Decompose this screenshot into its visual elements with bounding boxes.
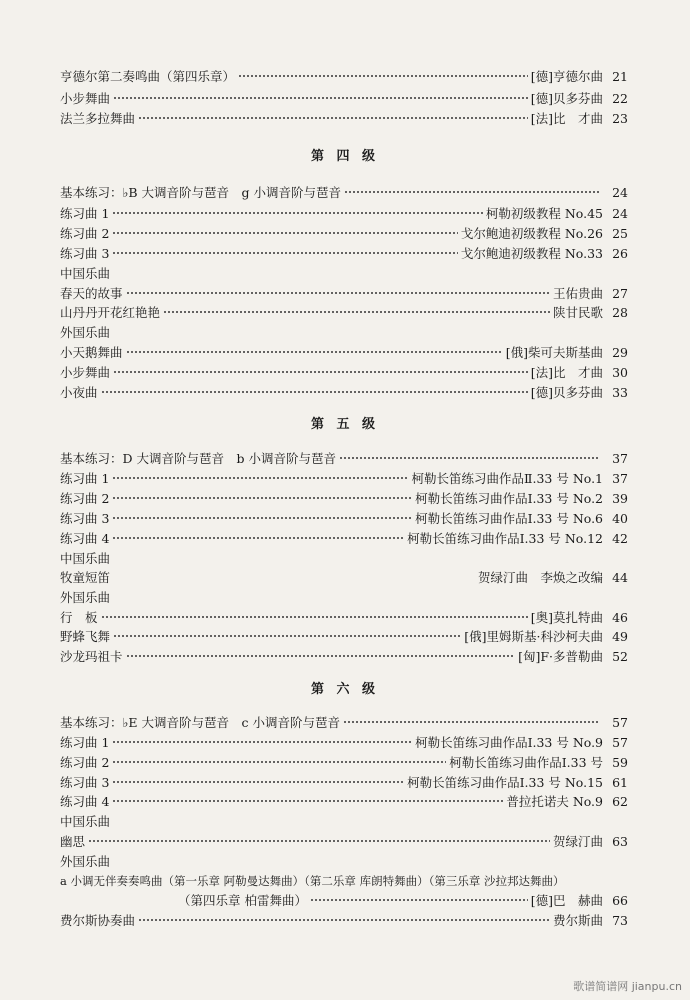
- toc-entry: [60, 626, 628, 646]
- entry-title: （第四乐章 柏雷舞曲）: [178, 893, 307, 908]
- entry-page: 57: [612, 714, 628, 730]
- entry-source: [德]巴 赫曲: [530, 893, 603, 908]
- leader-dots: [88, 840, 550, 842]
- level-heading: 第 四 级: [310, 149, 380, 164]
- entry-title: 练习曲 1: [60, 471, 110, 486]
- entry-title: 小天鹅舞曲: [60, 345, 123, 360]
- entry-page: 40: [612, 510, 628, 526]
- entry-page: 52: [612, 648, 628, 664]
- entry-page: 30: [612, 364, 628, 380]
- entry-page: 66: [612, 892, 628, 908]
- entry-page: 23: [612, 110, 628, 126]
- entry-source: 柯勒长笛练习曲作品Ⅰ.33 号 No.15: [407, 775, 603, 790]
- entry-title: 练习曲 1: [60, 735, 110, 750]
- entry-page: 27: [612, 285, 628, 301]
- leader-dots: [112, 741, 412, 743]
- toc-entry: [60, 488, 628, 508]
- toc-entry: [60, 607, 628, 627]
- entry-title: 法兰多拉舞曲: [60, 111, 136, 126]
- leader-dots: [343, 721, 600, 723]
- toc-entry: [60, 752, 628, 772]
- entry-source: [德]贝多芬曲: [530, 385, 603, 400]
- entry-source: [奥]莫扎特曲: [530, 610, 603, 625]
- category-label: [60, 548, 628, 568]
- entry-title: a 小调无伴奏奏鸣曲（第一乐章 阿勒曼达舞曲）（第二乐章 库朗特舞曲）（第三乐章 沙拉邦达舞曲）: [60, 874, 565, 888]
- entry-page: 44: [612, 569, 628, 585]
- leader-dots: [238, 75, 528, 77]
- toc-entry: [60, 243, 628, 263]
- leader-dots: [101, 616, 528, 618]
- leader-dots: [112, 781, 404, 783]
- entry-title: 练习曲 2: [60, 491, 110, 506]
- leader-dots: [112, 212, 482, 214]
- toc-entry: [60, 712, 628, 732]
- entry-title: 春天的故事: [60, 286, 123, 301]
- entry-title: 牧童短笛: [60, 570, 111, 585]
- entry-page: 37: [612, 470, 628, 486]
- entry-source: 柯勒长笛练习曲作品Ⅱ.33 号 No.1: [411, 471, 603, 486]
- entry-page: 29: [612, 344, 628, 360]
- entry-title: 小步舞曲: [60, 365, 111, 380]
- toc-entry: [60, 108, 628, 128]
- entry-source: 贺绿汀曲 李焕之改编: [477, 570, 603, 585]
- entry-title: 练习曲 2: [60, 755, 110, 770]
- entry-source: 柯勒长笛练习曲作品Ⅰ.33 号 No.6: [415, 511, 603, 526]
- toc-entry: [60, 732, 628, 752]
- leader-dots: [112, 537, 404, 539]
- entry-title: 外国乐曲: [60, 590, 111, 605]
- toc-entry: [60, 223, 628, 243]
- entry-page: 25: [612, 225, 628, 241]
- level-heading: 第 六 级: [310, 682, 380, 697]
- entry-page: 24: [612, 205, 628, 221]
- entry-title: 练习曲 3: [60, 775, 110, 790]
- toc-entry: [60, 831, 628, 851]
- entry-source: [法]比 才曲: [530, 365, 603, 380]
- category-label: [60, 322, 628, 342]
- category-label: [60, 851, 628, 871]
- entry-title: 沙龙玛祖卡: [60, 649, 123, 664]
- toc-entry: [60, 362, 628, 382]
- entry-page: 33: [612, 384, 628, 400]
- entry-title: 幽思: [60, 834, 86, 849]
- entry-page: 42: [612, 530, 628, 546]
- entry-source: 柯勒长笛练习曲作品Ⅰ.33 号 No.2: [415, 491, 603, 506]
- entry-source: 柯勒长笛练习曲作品Ⅰ.33 号 No.12: [407, 531, 603, 546]
- entry-page: 24: [612, 184, 628, 200]
- entry-title: 亨德尔第二奏鸣曲（第四乐章）: [60, 69, 236, 84]
- toc-entry: [60, 283, 628, 303]
- leader-dots: [126, 351, 503, 353]
- entry-title: 野蜂飞舞: [60, 629, 111, 644]
- entry-title: 外国乐曲: [60, 854, 111, 869]
- entry-source: [匈]F·多普勒曲: [518, 649, 603, 664]
- toc-entry: [60, 302, 628, 322]
- entry-title: 中国乐曲: [60, 551, 111, 566]
- toc-entry: [178, 890, 628, 910]
- leader-dots: [138, 117, 528, 119]
- entry-page: 46: [612, 609, 628, 625]
- entry-source: [德]亨德尔曲: [530, 69, 603, 84]
- level-heading: 第 五 级: [310, 417, 380, 432]
- entry-page: 21: [612, 68, 628, 84]
- toc-entry: [60, 772, 628, 792]
- entry-source: 柯勒长笛练习曲作品Ⅰ.33 号 No.9: [415, 735, 603, 750]
- entry-source: 戈尔鲍迪初级教程 No.26: [460, 226, 603, 241]
- toc-entry: [60, 203, 628, 223]
- entry-page: 63: [612, 833, 628, 849]
- entry-page: 37: [612, 450, 628, 466]
- entry-title: 练习曲 2: [60, 226, 110, 241]
- category-label: [60, 811, 628, 831]
- toc-entry: [60, 88, 628, 108]
- entry-source: [俄]柴可夫斯基曲: [505, 345, 603, 360]
- entry-title: 山丹丹开花红艳艳: [60, 305, 161, 320]
- entry-source: [法]比 才曲: [530, 111, 603, 126]
- entry-title: 小步舞曲: [60, 91, 111, 106]
- toc-entry: [60, 567, 628, 587]
- entry-title: 基本练习：D 大调音阶与琶音 b 小调音阶与琶音: [60, 451, 336, 466]
- entry-title: 基本练习：♭E 大调音阶与琶音 c 小调音阶与琶音: [60, 715, 340, 730]
- leader-dots: [339, 457, 600, 459]
- toc-entry: [60, 448, 628, 468]
- leader-dots: [112, 800, 503, 802]
- entry-title: 外国乐曲: [60, 325, 111, 340]
- toc-entry: [60, 342, 628, 362]
- entry-source: 柯勒长笛练习曲作品Ⅰ.33 号: [449, 755, 603, 770]
- entry-page: 73: [612, 912, 628, 928]
- entry-title: 练习曲 4: [60, 531, 110, 546]
- leader-dots: [344, 191, 600, 193]
- entry-page: 28: [612, 304, 628, 320]
- leader-dots: [101, 391, 528, 393]
- entry-title: 中国乐曲: [60, 814, 111, 829]
- entry-page: 62: [612, 793, 628, 809]
- entry-source: 戈尔鲍迪初级教程 No.33: [460, 246, 603, 261]
- entry-page: 61: [612, 774, 628, 790]
- leader-dots: [126, 655, 516, 657]
- entry-title: 小夜曲: [60, 385, 98, 400]
- leader-dots: [113, 371, 528, 373]
- leader-dots: [310, 899, 528, 901]
- entry-source: [德]贝多芬曲: [530, 91, 603, 106]
- toc-entry: [60, 646, 628, 666]
- toc-entry: [60, 182, 628, 202]
- entry-title: 练习曲 1: [60, 206, 110, 221]
- toc-entry: [60, 528, 628, 548]
- entry-page: 39: [612, 490, 628, 506]
- leader-dots: [112, 517, 412, 519]
- toc-entry: [60, 382, 628, 402]
- entry-page: 59: [612, 754, 628, 770]
- entry-page: 22: [612, 90, 628, 106]
- entry-title: 基本练习：♭B 大调音阶与琶音 g 小调音阶与琶音: [60, 185, 342, 200]
- entry-source: 普拉托诺夫 No.9: [506, 794, 603, 809]
- toc-entry: [60, 468, 628, 488]
- leader-dots: [113, 635, 461, 637]
- watermark: 歌谱简谱网 jianpu.cn: [573, 980, 682, 993]
- category-label: [60, 587, 628, 607]
- entry-source: 王佑贵曲: [552, 286, 603, 301]
- entry-source: 陕甘民歌: [552, 305, 603, 320]
- leader-dots: [126, 292, 550, 294]
- leader-dots: [112, 252, 457, 254]
- toc-entry: [60, 66, 628, 86]
- toc-entry: [60, 910, 628, 930]
- toc-entry: [60, 871, 628, 891]
- entry-title: 练习曲 3: [60, 511, 110, 526]
- entry-title: 练习曲 4: [60, 794, 110, 809]
- toc-entry: [60, 508, 628, 528]
- leader-dots: [163, 311, 550, 313]
- entry-page: 26: [612, 245, 628, 261]
- leader-dots: [112, 761, 446, 763]
- entry-source: 费尔斯曲: [552, 913, 603, 928]
- leader-dots: [112, 477, 408, 479]
- entry-title: 练习曲 3: [60, 246, 110, 261]
- entry-title: 中国乐曲: [60, 266, 111, 281]
- leader-dots: [113, 97, 528, 99]
- entry-page: 49: [612, 628, 628, 644]
- category-label: [60, 263, 628, 283]
- entry-source: 贺绿汀曲: [552, 834, 603, 849]
- entry-title: 行 板: [60, 610, 98, 625]
- toc-entry: [60, 791, 628, 811]
- leader-dots: [138, 919, 550, 921]
- entry-source: [俄]里姆斯基·科沙柯夫曲: [464, 629, 603, 644]
- entry-title: 费尔斯协奏曲: [60, 913, 136, 928]
- entry-source: 柯勒初级教程 No.45: [485, 206, 603, 221]
- leader-dots: [112, 232, 457, 234]
- entry-page: 57: [612, 734, 628, 750]
- leader-dots: [112, 497, 412, 499]
